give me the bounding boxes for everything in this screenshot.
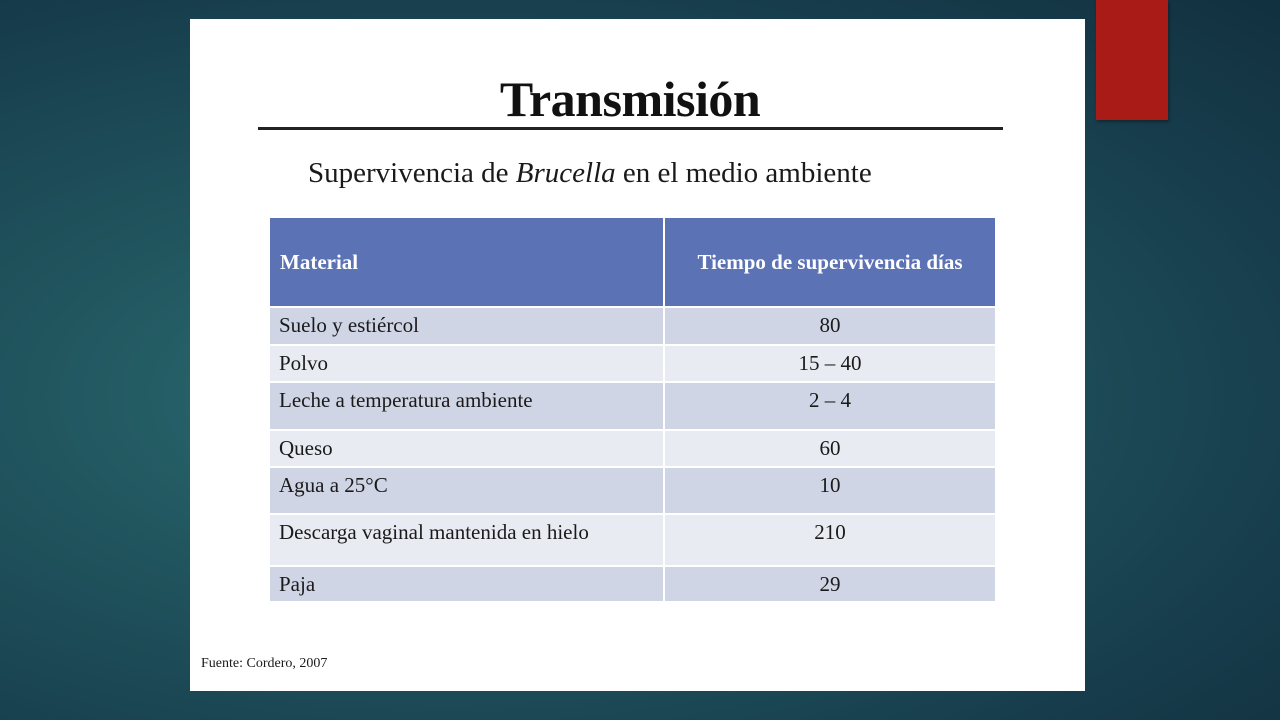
header-survival-time: Tiempo de supervivencia días (664, 218, 996, 307)
table-row (270, 382, 996, 430)
red-accent-bar (1096, 0, 1168, 120)
slide-title: Transmisión (499, 71, 761, 127)
table-row (270, 430, 996, 467)
time-cell: 2 – 4 (664, 382, 996, 430)
material-cell: Queso (270, 430, 664, 467)
material-cell: Agua a 25°C (270, 467, 664, 514)
material-cell: Polvo (270, 345, 664, 382)
table-caption (308, 155, 872, 191)
table-row (270, 345, 996, 382)
table-row (270, 566, 996, 602)
survival-table (270, 218, 997, 603)
caption-prefix: Supervivencia de (308, 157, 516, 189)
material-cell: Leche a temperatura ambiente (270, 382, 664, 430)
material-cell: Descarga vaginal mantenida en hielo (270, 514, 664, 566)
slide-content-image (190, 19, 1085, 691)
time-cell: 60 (664, 430, 996, 467)
time-cell: 80 (664, 307, 996, 345)
material-cell: Suelo y estiércol (270, 307, 664, 345)
time-cell: 29 (664, 566, 996, 602)
caption-organism: Brucella (515, 157, 616, 189)
caption-suffix: en el medio ambiente (615, 157, 872, 189)
time-cell: 210 (664, 514, 996, 566)
source-citation: Fuente: Cordero, 2007 (201, 656, 328, 671)
table-row (270, 514, 996, 566)
time-cell: 10 (664, 467, 996, 514)
title-divider (258, 127, 1003, 130)
table-row (270, 307, 996, 345)
table-row (270, 467, 996, 514)
time-cell: 15 – 40 (664, 345, 996, 382)
table-header-row (270, 218, 996, 307)
material-cell: Paja (270, 566, 664, 602)
header-material: Material (270, 218, 664, 307)
